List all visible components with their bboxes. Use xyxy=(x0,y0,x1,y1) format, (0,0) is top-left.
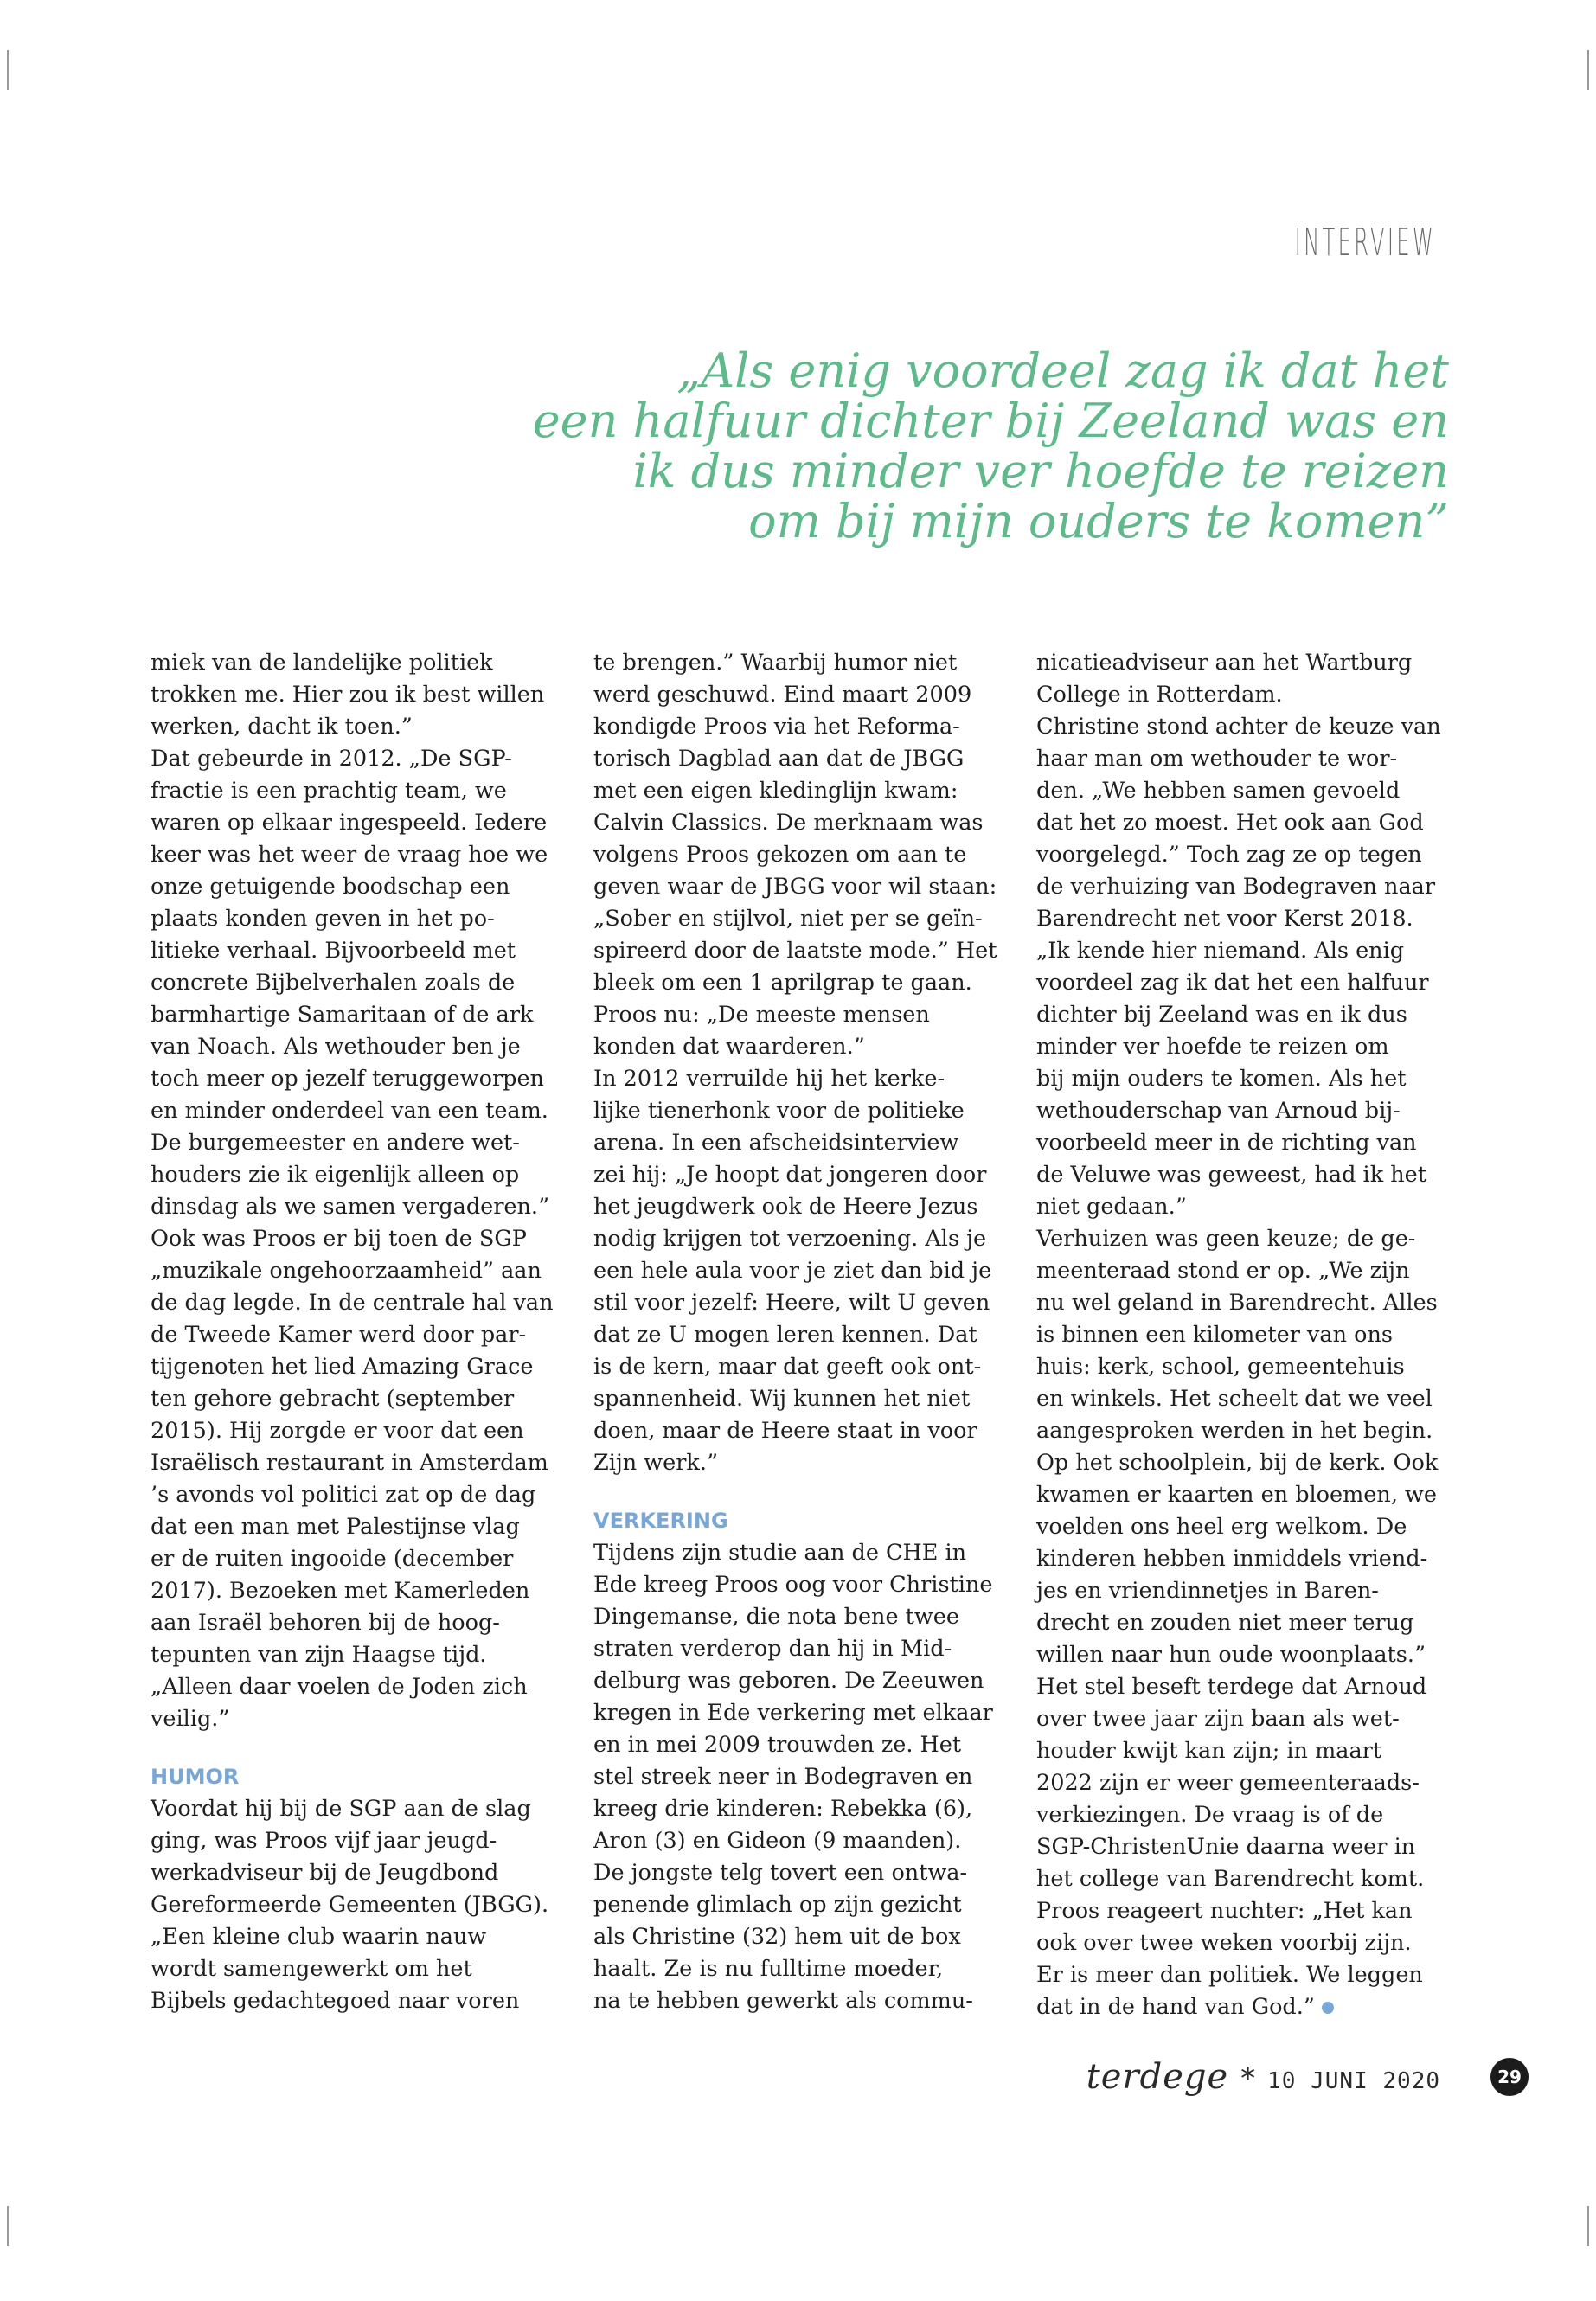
text-line: Tijdens zijn studie aan de CHE in xyxy=(593,1540,967,1566)
text-line: werkadviseur bij de Jeugdbond xyxy=(151,1860,499,1886)
text-line: dichter bij Zeeland was en ik dus xyxy=(1036,1002,1407,1028)
section-label: INTERVIEW xyxy=(1294,221,1436,265)
text-line: en minder onderdeel van een team. xyxy=(151,1098,548,1124)
text-line: „Een kleine club waarin nauw xyxy=(151,1924,487,1950)
text-line: veilig.” xyxy=(151,1706,230,1732)
text-line: „Alleen daar voelen de Joden zich xyxy=(151,1674,528,1700)
text-line: verkiezingen. De vraag is of de xyxy=(1036,1802,1384,1828)
text-line: de verhuizing van Bodegraven naar xyxy=(1036,874,1436,900)
text-line: is binnen een kilometer van ons xyxy=(1036,1322,1394,1348)
text-line: voorbeeld meer in de richting van xyxy=(1036,1130,1417,1156)
end-of-article-dot-icon xyxy=(1322,2002,1334,2014)
text-line: met een eigen kledinglijn kwam: xyxy=(593,778,958,804)
text-line: Israëlisch restaurant in Amsterdam xyxy=(151,1450,548,1476)
text-line: dat een man met Palestijnse vlag xyxy=(151,1514,520,1540)
text-line: en winkels. Het scheelt dat we veel xyxy=(1036,1386,1433,1412)
text-line: Voordat hij bij de SGP aan de slag xyxy=(151,1796,531,1822)
text-line: Dat gebeurde in 2012. „De SGP- xyxy=(151,746,512,772)
text-line: bleek om een 1 aprilgrap te gaan. xyxy=(593,970,972,996)
text-line: „Sober en stijlvol, niet per se geïn- xyxy=(593,906,983,932)
text-line: miek van de landelijke politiek xyxy=(151,650,493,676)
text-line: voordeel zag ik dat het een halfuur xyxy=(1036,970,1429,996)
crop-mark-bottom-right xyxy=(1587,2206,1589,2246)
text-line: kondigde Proos via het Reforma- xyxy=(593,714,960,740)
text-line: bij mijn ouders te komen. Als het xyxy=(1036,1066,1407,1092)
text-line: voorgelegd.” Toch zag ze op tegen xyxy=(1036,842,1422,868)
text-line: Christine stond achter de keuze van xyxy=(1036,714,1441,740)
text-line: werken, dacht ik toen.” xyxy=(151,714,413,740)
text-line: 2022 zijn er weer gemeenteraads- xyxy=(1036,1770,1420,1796)
text-line: Proos nu: „De meeste mensen xyxy=(593,1002,930,1028)
text-line: „Ik kende hier niemand. Als enig xyxy=(1036,938,1405,964)
text-line: is de kern, maar dat geeft ook ont- xyxy=(593,1354,982,1380)
text-line: het jeugdwerk ook de Heere Jezus xyxy=(593,1194,978,1220)
text-line: waren op elkaar ingespeeld. Iedere xyxy=(151,810,548,836)
text-line: Er is meer dan politiek. We leggen xyxy=(1036,1962,1423,1988)
text-line: ’s avonds vol politici zat op de dag xyxy=(151,1482,536,1508)
subhead-verkering: VERKERING xyxy=(593,1509,728,1533)
text-line: en in mei 2009 trouwden ze. Het xyxy=(593,1732,962,1758)
article-column-3 xyxy=(1036,647,1443,2023)
text-line: Barendrecht net voor Kerst 2018. xyxy=(1036,906,1413,932)
pull-quote-line: om bij mijn ouders te komen” xyxy=(748,494,1449,548)
column-1-text-a xyxy=(151,647,557,1735)
text-line: volgens Proos gekozen om aan te xyxy=(593,842,967,868)
text-line: concrete Bijbelverhalen zoals de xyxy=(151,970,516,996)
crop-mark-top-right xyxy=(1587,50,1589,90)
page-footer xyxy=(1086,2057,1440,2097)
crop-mark-top-left xyxy=(7,50,9,90)
text-line: tijgenoten het lied Amazing Grace xyxy=(151,1354,534,1380)
text-line: Calvin Classics. De merknaam was xyxy=(593,810,984,836)
subhead-humor: HUMOR xyxy=(151,1765,240,1789)
text-line: Proos reageert nuchter: „Het kan xyxy=(1036,1898,1413,1924)
text-line: torisch Dagblad aan dat de JBGG xyxy=(593,746,965,772)
text-line: straten verderop dan hij in Mid- xyxy=(593,1636,952,1662)
text-line: meenteraad stond er op. „We zijn xyxy=(1036,1258,1410,1284)
text-line: fractie is een prachtig team, we xyxy=(151,778,507,804)
text-line: doen, maar de Heere staat in voor xyxy=(593,1418,977,1444)
text-line: willen naar hun oude woonplaats.” xyxy=(1036,1642,1426,1668)
text-line: zei hij: „Je hoopt dat jongeren door xyxy=(593,1162,987,1188)
text-line: dinsdag als we samen vergaderen.” xyxy=(151,1194,550,1220)
text-line: te brengen.” Waarbij humor niet xyxy=(593,650,958,676)
text-line: ook over twee weken voorbij zijn. xyxy=(1036,1930,1412,1956)
text-line: barmhartige Samaritaan of de ark xyxy=(151,1002,534,1028)
text-line: spireerd door de laatste mode.” Het xyxy=(593,938,997,964)
pull-quote-line: ik dus minder ver hoefde te reizen xyxy=(632,444,1449,498)
text-line: den. „We hebben samen gevoeld xyxy=(1036,778,1401,804)
text-line: huis: kerk, school, gemeentehuis xyxy=(1036,1354,1405,1380)
column-3-text xyxy=(1036,647,1443,2023)
column-2-text-b xyxy=(593,1537,1000,2017)
text-line: over twee jaar zijn baan als wet- xyxy=(1036,1706,1400,1732)
text-line: De jongste telg tovert een ontwa- xyxy=(593,1860,968,1886)
text-line: nodig krijgen tot verzoening. Als je xyxy=(593,1226,987,1252)
text-line: spannenheid. Wij kunnen het niet xyxy=(593,1386,971,1412)
text-line: van Noach. Als wethouder ben je xyxy=(151,1034,521,1060)
text-line: de dag legde. In de centrale hal van xyxy=(151,1290,554,1316)
text-line: Gereformeerde Gemeenten (JBGG). xyxy=(151,1892,549,1918)
text-line: nicatieadviseur aan het Wartburg xyxy=(1036,650,1413,676)
text-line: kinderen hebben inmiddels vriend- xyxy=(1036,1546,1428,1572)
text-line: minder ver hoefde te reizen om xyxy=(1036,1034,1389,1060)
text-line: stel streek neer in Bodegraven en xyxy=(593,1764,973,1790)
page-number-badge: 29 xyxy=(1490,2058,1529,2096)
text-line: haalt. Ze is nu fulltime moeder, xyxy=(593,1956,944,1982)
text-line: lijke tienerhonk voor de politieke xyxy=(593,1098,965,1124)
text-line: trokken me. Hier zou ik best willen xyxy=(151,682,545,708)
text-line: als Christine (32) hem uit de box xyxy=(593,1924,961,1950)
text-line: onze getuigende boodschap een xyxy=(151,874,510,900)
text-line: de Tweede Kamer werd door par- xyxy=(151,1322,527,1348)
text-line: arena. In een afscheidsinterview xyxy=(593,1130,959,1156)
text-line: 2015). Hij zorgde er voor dat een xyxy=(151,1418,524,1444)
text-line: SGP-ChristenUnie daarna weer in xyxy=(1036,1834,1416,1860)
text-line: Zijn werk.” xyxy=(593,1450,719,1476)
text-line: penende glimlach op zijn gezicht xyxy=(593,1892,962,1918)
text-line: na te hebben gewerkt als commu- xyxy=(593,1988,973,2014)
text-line: een hele aula voor je ziet dan bid je xyxy=(593,1258,992,1284)
text-line: konden dat waarderen.” xyxy=(593,1034,865,1060)
text-line: dat ze U mogen leren kennen. Dat xyxy=(593,1322,977,1348)
text-line: Ook was Proos er bij toen de SGP xyxy=(151,1226,527,1252)
crop-mark-bottom-left xyxy=(7,2206,9,2246)
footer-separator: * xyxy=(1240,2061,1256,2096)
text-line: delburg was geboren. De Zeeuwen xyxy=(593,1668,984,1694)
text-line: aan Israël behoren bij de hoog- xyxy=(151,1610,500,1636)
text-line: haar man om wethouder te wor- xyxy=(1036,746,1398,772)
text-line: toch meer op jezelf teruggeworpen xyxy=(151,1066,544,1092)
text-line: er de ruiten ingooide (december xyxy=(151,1546,514,1572)
text-line: dat in de hand van God.” xyxy=(1036,1991,1443,2023)
text-line: houders zie ik eigenlijk alleen op xyxy=(151,1162,520,1188)
text-line: plaats konden geven in het po- xyxy=(151,906,495,932)
text-line: litieke verhaal. Bijvoorbeeld met xyxy=(151,938,516,964)
text-line: nu wel geland in Barendrecht. Alles xyxy=(1036,1290,1438,1316)
text-line: aangesproken werden in het begin. xyxy=(1036,1418,1433,1444)
text-line: tepunten van zijn Haagse tijd. xyxy=(151,1642,487,1668)
text-line: keer was het weer de vraag hoe we xyxy=(151,842,548,868)
text-line: de Veluwe was geweest, had ik het xyxy=(1036,1162,1427,1188)
text-line: In 2012 verruilde hij het kerke- xyxy=(593,1066,945,1092)
text-line: 2017). Bezoeken met Kamerleden xyxy=(151,1578,530,1604)
text-line: ging, was Proos vijf jaar jeugd- xyxy=(151,1828,497,1854)
article-column-1 xyxy=(151,647,557,2017)
text-line: De burgemeester en andere wet- xyxy=(151,1130,520,1156)
pull-quote-line: „Als enig voordeel zag ik dat het xyxy=(676,343,1449,398)
text-line: voelden ons heel erg welkom. De xyxy=(1036,1514,1407,1540)
text-line: Het stel beseft terdege dat Arnoud xyxy=(1036,1674,1427,1700)
pull-quote xyxy=(411,343,1449,548)
text-line: kreeg drie kinderen: Rebekka (6), xyxy=(593,1796,973,1822)
text-line: wethouderschap van Arnoud bij- xyxy=(1036,1098,1401,1124)
text-line: dat het zo moest. Het ook aan God xyxy=(1036,810,1424,836)
text-line: werd geschuwd. Eind maart 2009 xyxy=(593,682,972,708)
text-line: Verhuizen was geen keuze; de ge- xyxy=(1036,1226,1416,1252)
article-column-2 xyxy=(593,647,1000,2017)
column-1-text-b xyxy=(151,1793,557,2017)
text-line: Dingemanse, die nota bene twee xyxy=(593,1604,959,1630)
magazine-brand: terdege xyxy=(1086,2057,1229,2097)
text-line: drecht en zouden niet meer terug xyxy=(1036,1610,1414,1636)
text-line: Op het schoolplein, bij de kerk. Ook xyxy=(1036,1450,1439,1476)
column-2-text-a xyxy=(593,647,1000,1479)
text-line: jes en vriendinnetjes in Baren- xyxy=(1036,1578,1379,1604)
text-line: het college van Barendrecht komt. xyxy=(1036,1866,1425,1892)
text-line: Ede kreeg Proos oog voor Christine xyxy=(593,1572,993,1598)
text-line: kwamen er kaarten en bloemen, we xyxy=(1036,1482,1437,1508)
text-line: houder kwijt kan zijn; in maart xyxy=(1036,1738,1382,1764)
text-line: Bijbels gedachtegoed naar voren xyxy=(151,1988,520,2014)
text-line: stil voor jezelf: Heere, wilt U geven xyxy=(593,1290,990,1316)
text-line: Aron (3) en Gideon (9 maanden). xyxy=(593,1828,962,1854)
text-line: niet gedaan.” xyxy=(1036,1194,1187,1220)
text-line: ten gehore gebracht (september xyxy=(151,1386,515,1412)
text-line: College in Rotterdam. xyxy=(1036,682,1283,708)
pull-quote-line: een halfuur dichter bij Zeeland was en xyxy=(532,394,1449,448)
text-line: wordt samengewerkt om het xyxy=(151,1956,472,1982)
text-line: kregen in Ede verkering met elkaar xyxy=(593,1700,993,1726)
issue-date: 10 JUNI 2020 xyxy=(1267,2068,1440,2094)
text-line: „muzikale ongehoorzaamheid” aan xyxy=(151,1258,542,1284)
text-line: geven waar de JBGG voor wil staan: xyxy=(593,874,997,900)
